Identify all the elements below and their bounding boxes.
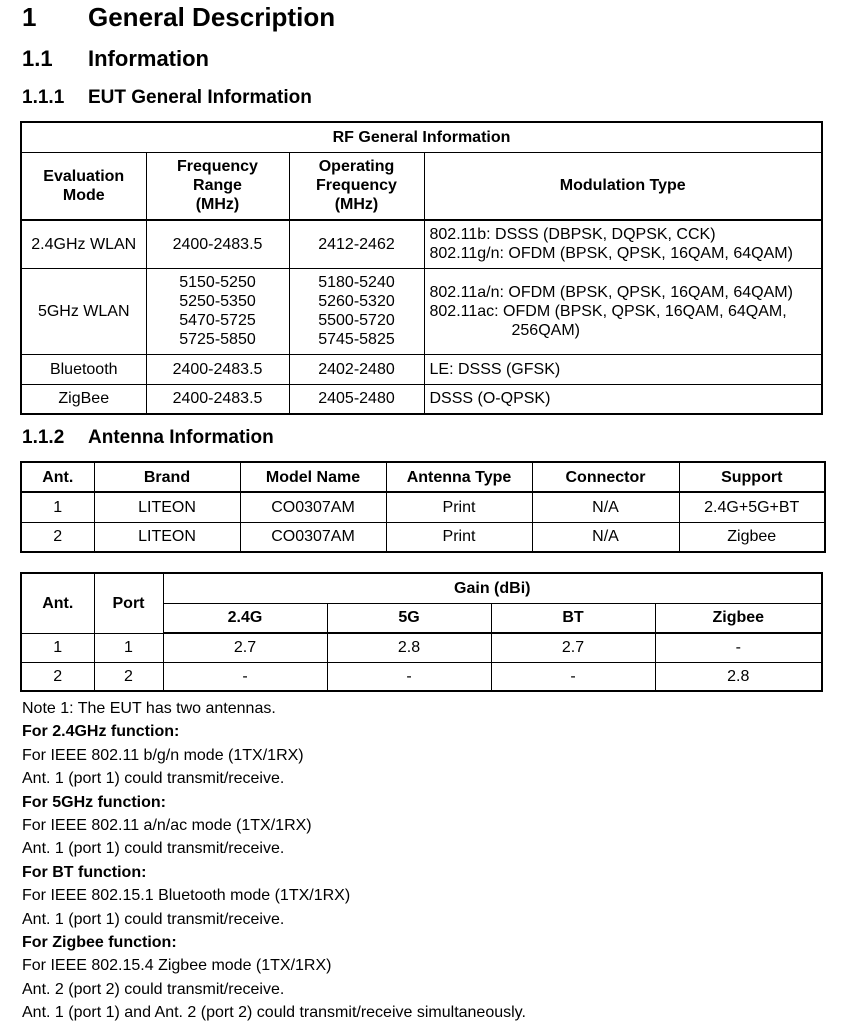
- rf-modulation-cell: [424, 354, 822, 384]
- note-line: Ant. 1 (port 1) and Ant. 2 (port 2) could transmit/receive simultaneously.: [22, 1004, 526, 1022]
- cell-line: 5250-5350: [179, 293, 256, 310]
- gain-header-gain: Gain (dBi): [163, 573, 822, 603]
- note-line: Ant. 1 (port 1) could transmit/receive.: [22, 840, 285, 858]
- gain-subheader: Zigbee: [655, 603, 822, 633]
- cell-line: DSSS (O-QPSK): [429, 390, 551, 408]
- cell-line: 2400-2483.5: [172, 390, 263, 408]
- antenna-header-3: Antenna Type: [386, 462, 532, 492]
- note-line: For IEEE 802.15.4 Zigbee mode (1TX/1RX): [22, 957, 332, 975]
- rf-operating-cell: [289, 384, 424, 414]
- antenna-cell: Zigbee: [679, 522, 825, 552]
- note-line: Ant. 2 (port 2) could transmit/receive.: [22, 980, 285, 998]
- gain-cell: 2.7: [491, 633, 655, 662]
- gain-cell: -: [491, 662, 655, 691]
- rf-range-cell: [146, 268, 289, 354]
- rf-operating-cell: [289, 354, 424, 384]
- rf-modulation-cell: [424, 220, 822, 268]
- cell-line: LE: DSSS (GFSK): [429, 360, 561, 378]
- rf-header-range: [146, 152, 289, 220]
- cell-line: (MHz): [334, 196, 379, 214]
- cell-line: Mode: [62, 186, 105, 204]
- cell-line: Frequency: [177, 158, 258, 176]
- antenna-cell: 2: [21, 522, 94, 552]
- rf-general-table: [20, 121, 823, 415]
- cell-line: 2405-2480: [318, 390, 395, 408]
- heading-eut-general: [22, 87, 422, 113]
- antenna-header-1: Brand: [94, 462, 240, 492]
- rf-operating-cell: [289, 220, 424, 268]
- cell-line: 802.11a/n: OFDM (BPSK, QPSK, 16QAM, 64QAM): [429, 283, 793, 301]
- cell-line: 5260-5320: [318, 293, 395, 310]
- gain-cell: 2: [21, 662, 94, 691]
- cell-line: 2412-2462: [318, 235, 395, 253]
- heading-1: [22, 2, 422, 36]
- note-heading: For 5GHz function:: [22, 793, 166, 811]
- rf-mode-cell: Bluetooth: [21, 354, 146, 384]
- heading-1-number: 1: [22, 2, 37, 32]
- table-row: [21, 384, 822, 414]
- rf-range-cell: [146, 384, 289, 414]
- antenna-cell: 1: [21, 492, 94, 522]
- rf-mode-cell: 5GHz WLAN: [21, 268, 146, 354]
- antenna-notes: [22, 697, 862, 1024]
- cell-line: 802.11b: DSSS (DBPSK, DQPSK, CCK): [429, 226, 716, 244]
- cell-line: 256QAM): [511, 321, 580, 339]
- rf-range-cell: [146, 354, 289, 384]
- note-heading: For Zigbee function:: [22, 933, 177, 951]
- heading-3b-number: 1.1.2: [22, 427, 65, 448]
- antenna-cell: CO0307AM: [240, 522, 386, 552]
- cell-line: Modulation Type: [559, 177, 686, 195]
- cell-line: 5725-5850: [179, 331, 256, 348]
- cell-line: 5470-5725: [179, 312, 256, 329]
- cell-line: 802.11ac: OFDM (BPSK, QPSK, 16QAM, 64QAM,: [429, 302, 787, 320]
- gain-cell: -: [655, 633, 822, 662]
- cell-line: 2400-2483.5: [172, 235, 263, 253]
- gain-cell: -: [163, 662, 327, 691]
- table-row: [21, 220, 822, 268]
- rf-modulation-cell: [424, 268, 822, 354]
- heading-3b-text: Antenna Information: [88, 427, 274, 448]
- cell-line: Range: [193, 177, 242, 195]
- gain-cell: 1: [94, 633, 163, 662]
- antenna-cell: N/A: [532, 522, 679, 552]
- heading-3a-text: EUT General Information: [88, 87, 312, 108]
- gain-subheader: 5G: [327, 603, 491, 633]
- antenna-cell: LITEON: [94, 522, 240, 552]
- cell-line: 2400-2483.5: [172, 360, 263, 378]
- antenna-header-5: Support: [679, 462, 825, 492]
- cell-line: (MHz): [195, 196, 240, 214]
- antenna-header-4: Connector: [532, 462, 679, 492]
- antenna-cell: N/A: [532, 492, 679, 522]
- antenna-header-2: Model Name: [240, 462, 386, 492]
- note-line: Ant. 1 (port 1) could transmit/receive.: [22, 770, 285, 788]
- note-line: Ant. 1 (port 1) could transmit/receive.: [22, 910, 285, 928]
- rf-header-mode: [21, 152, 146, 220]
- gain-cell: 2.8: [655, 662, 822, 691]
- heading-antenna-info: [22, 427, 422, 453]
- table-row: [21, 354, 822, 384]
- rf-header-modulation: [424, 152, 822, 220]
- antenna-cell: 2.4G+5G+BT: [679, 492, 825, 522]
- rf-modulation-cell: [424, 384, 822, 414]
- rf-range-cell: [146, 220, 289, 268]
- gain-cell: 2.8: [327, 633, 491, 662]
- table-row: [21, 633, 822, 662]
- note-line: For IEEE 802.11 a/n/ac mode (1TX/1RX): [22, 816, 312, 834]
- cell-line: Evaluation: [43, 167, 125, 185]
- note-line: For IEEE 802.15.1 Bluetooth mode (1TX/1RX): [22, 887, 351, 905]
- table-row: [21, 662, 822, 691]
- gain-cell: 2.7: [163, 633, 327, 662]
- note-line: For IEEE 802.11 b/g/n mode (1TX/1RX): [22, 746, 304, 764]
- gain-subheader: BT: [491, 603, 655, 633]
- cell-line: 5180-5240: [318, 274, 395, 291]
- antenna-cell: Print: [386, 522, 532, 552]
- rf-header-operating: [289, 152, 424, 220]
- cell-line: 2402-2480: [318, 360, 395, 378]
- gain-cell: -: [327, 662, 491, 691]
- table-row: [21, 268, 822, 354]
- cell-line: Frequency: [316, 177, 397, 195]
- gain-cell: 2: [94, 662, 163, 691]
- heading-1-text: General Description: [88, 2, 336, 32]
- heading-3a-number: 1.1.1: [22, 87, 65, 108]
- cell-line: 802.11g/n: OFDM (BPSK, QPSK, 16QAM, 64QAM): [429, 245, 793, 263]
- rf-table-title: RF General Information: [21, 122, 822, 152]
- heading-2-text: Information: [88, 46, 209, 71]
- antenna-table: [20, 461, 826, 553]
- note-heading: For 2.4GHz function:: [22, 723, 180, 741]
- rf-operating-cell: [289, 268, 424, 354]
- cell-line: 5150-5250: [179, 274, 256, 291]
- cell-line: 5745-5825: [318, 331, 395, 348]
- note-heading: For BT function:: [22, 863, 147, 881]
- note-line: Note 1: The EUT has two antennas.: [22, 700, 276, 717]
- gain-header-port: Port: [94, 573, 163, 633]
- table-row: [21, 522, 825, 552]
- gain-table: [20, 572, 823, 692]
- antenna-cell: LITEON: [94, 492, 240, 522]
- rf-mode-cell: 2.4GHz WLAN: [21, 220, 146, 268]
- antenna-header-0: Ant.: [21, 462, 94, 492]
- cell-line: 5500-5720: [318, 312, 395, 329]
- rf-mode-cell: ZigBee: [21, 384, 146, 414]
- gain-cell: 1: [21, 633, 94, 662]
- heading-2-number: 1.1: [22, 46, 53, 71]
- table-row: [21, 492, 825, 522]
- gain-header-ant: Ant.: [21, 573, 94, 633]
- cell-line: Operating: [318, 158, 395, 176]
- gain-subheader: 2.4G: [163, 603, 327, 633]
- heading-2: [22, 46, 422, 76]
- antenna-cell: CO0307AM: [240, 492, 386, 522]
- antenna-cell: Print: [386, 492, 532, 522]
